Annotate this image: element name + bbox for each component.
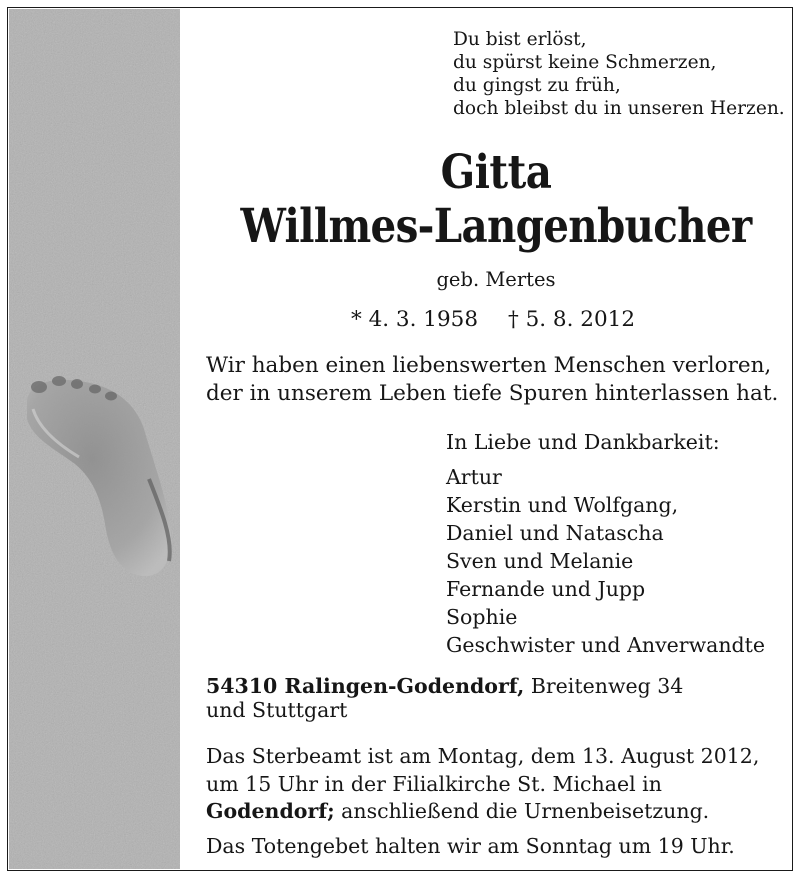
notice-text [206,8,786,870]
address-line [206,676,683,696]
life-dates [351,307,635,332]
service-announcement [206,743,786,826]
footprint-sand-image [9,9,180,869]
prayer-announcement: Das Totengebet halten wir am Sonntag um 19 Uhr. [206,834,735,858]
tribute-text: Wir haben einen liebenswerten Menschen verloren, der in unserem Leben tiefe Spuren hinterlassen hat. [206,353,779,406]
footprint-icon [9,9,180,869]
service-text-2: anschließend die Urnenbeisetzung. [334,799,710,823]
service-text-1: Das Sterbeamt ist am Montag, dem 13. August 2012, um 15 Uhr in der Filialkirche St. Michael in [206,744,760,796]
address-place: 54310 Ralingen-Godendorf, [206,674,525,698]
birth-name: geb. Mertes [436,268,556,291]
address-street: Breitenweg 34 [524,674,684,698]
obituary-notice [7,7,793,871]
address-line-2: und Stuttgart [206,698,348,722]
mourners-list: Artur Kerstin und Wolfgang, Daniel und Natascha Sven und Melanie Fernande und Jupp Sophie Geschwister und Anverwandte [446,465,766,657]
deceased-surname: Willmes-Langenbucher [240,199,752,254]
service-place: Godendorf; [206,799,335,823]
poem: Du bist erlöst, du spürst keine Schmerzen, du gingst zu früh, doch bleibst du in unseren Herzen. [453,29,785,119]
birth-date: * 4. 3. 1958 [351,307,478,332]
gratitude-line: In Liebe und Dankbarkeit: [446,430,720,454]
deceased-first-name: Gitta [440,145,552,200]
death-date: † 5. 8. 2012 [508,307,635,332]
